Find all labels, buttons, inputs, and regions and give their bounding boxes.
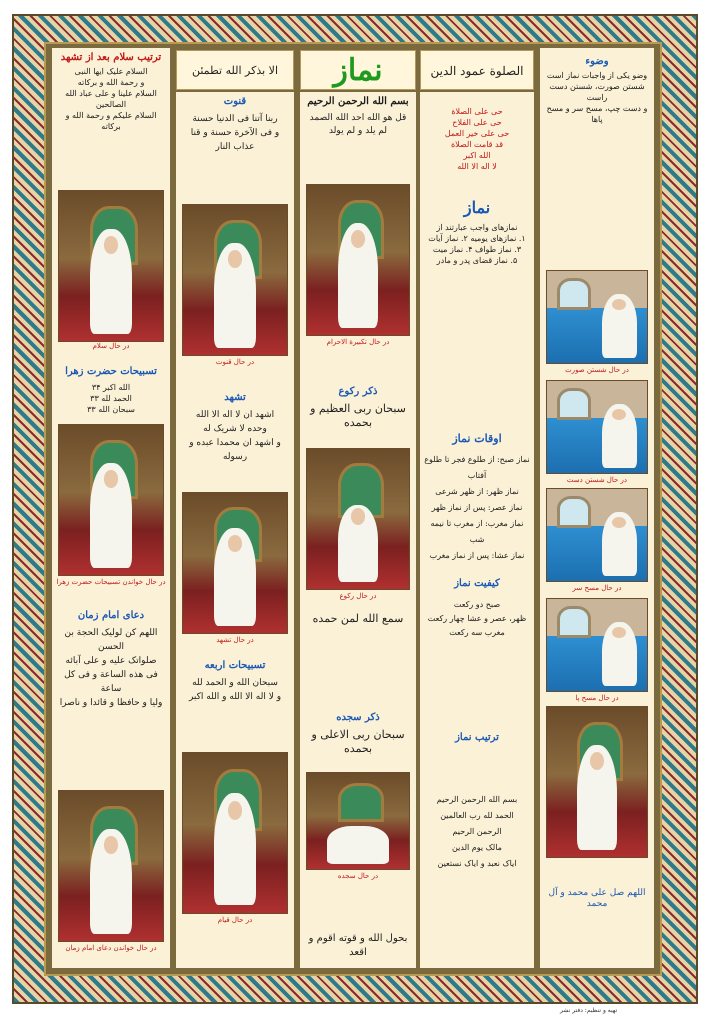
tartib-heading: ترتیب نماز <box>455 732 499 743</box>
kayfiyat-heading: کیفیت نماز <box>454 578 500 589</box>
rise-text: بحول الله و قوته اقوم و اقعد <box>308 933 408 958</box>
caption-qiyam: در حال تکبیرة الاحرام <box>326 338 390 346</box>
salam-text: السلام علیک ایها النبی و رحمة الله و برکاته السلام علینا و علی عباد الله الصالحین السلام علیکم و رحمة الله و برکاته <box>65 67 157 131</box>
caption-qiyam2: در حال قیام <box>217 916 253 924</box>
imam-heading: دعای امام زمان <box>77 610 145 621</box>
column-wudu <box>540 48 654 968</box>
photo-reading <box>546 706 648 858</box>
photo-wudu-head <box>546 488 648 582</box>
awqat-text: نماز صبح: از طلوع فجر تا طلوع آفتاب نماز ظهر: از ظهر شرعی نماز عصر: پس از نماز ظهر نماز مغرب: از مغرب تا نیمه شب نماز عشا: پس از نماز مغرب <box>424 455 530 560</box>
kayfiyat-text: صبح دو رکعت ظهر، عصر و عشا چهار رکعت مغرب سه رکعت <box>427 600 527 637</box>
imam-text: اللهم کن لولیک الحجة بن الحسن صلواتک علیه و علی آبائه فی هذه الساعة و فی کل ساعة ولیا و حافظا و قائدا و ناصرا <box>59 628 163 708</box>
tasbihat-text: سبحان الله و الحمد لله و لا اله الا الله و الله اکبر <box>188 678 282 702</box>
footer-credit: تهیه و تنظیم: دفتر نشر <box>560 1007 618 1014</box>
adhan-text: حی علی الصلاة حی علی الفلاح حی علی خیر العمل قد قامت الصلاة الله اکبر لا اله الا الله <box>444 107 510 171</box>
column-qunut <box>176 92 294 968</box>
caption-wudu-feet: در حال مسح پا <box>575 694 619 702</box>
awqat-heading: اوقات نماز <box>452 432 502 445</box>
ruku-dhikr: سبحان ربی العظیم و بحمده <box>310 402 406 429</box>
header-verse-right: الا بذكر الله تطمئن <box>176 50 294 90</box>
zahra-text: الله اکبر ۳۴ الحمد لله ۳۳ سبحان الله ۳۳ <box>87 383 135 414</box>
photo-imam <box>58 790 164 942</box>
photo-sujud <box>306 772 410 870</box>
qunut-heading: قنوت <box>223 96 247 107</box>
caption-imam: در حال خواندن دعای امام زمان <box>65 944 157 952</box>
photo-qiyam <box>306 184 410 336</box>
ikhlas-text: قل هو الله احد الله الصمد لم یلد و لم یولد <box>309 113 407 136</box>
photo-salam <box>58 190 164 342</box>
caption-wudu-arm: در حال شستن دست <box>566 476 628 484</box>
caption-ruku: در حال رکوع <box>339 592 377 600</box>
caption-wudu-head: در حال مسح سر <box>572 584 622 592</box>
sujud-heading: ذکر سجده <box>336 712 380 723</box>
photo-wudu-feet <box>546 598 648 692</box>
salawat-text: اللهم صل علی محمد و آل محمد <box>548 888 646 909</box>
sujud-dhikr: سبحان ربی الاعلی و بحمده <box>311 728 405 755</box>
tashahhud-heading: تشهد <box>224 392 246 403</box>
photo-zahra <box>58 424 164 576</box>
namaz-heading: نماز <box>463 198 491 217</box>
caption-zahra: در حال خواندن تسبیحات حضرت زهرا <box>56 578 166 586</box>
photo-wudu-face <box>546 270 648 364</box>
caption-tashahhud: در حال تشهد <box>216 636 254 644</box>
namaz-text: نمازهای واجب عبارتند از ۱. نمازهای یومیه ۲. نماز آیات ۳. نماز طواف ۴. نماز میت ۵. نماز قضای پدر و مادر <box>428 223 526 265</box>
caption-sujud: در حال سجده <box>337 872 379 880</box>
page-title: نماز <box>300 50 416 90</box>
caption-wudu-face: در حال شستن صورت <box>565 366 629 374</box>
wudu-heading: وضوء <box>585 56 609 67</box>
caption-salam: در حال سلام <box>92 342 130 350</box>
zahra-heading: تسبیحات حضرت زهرا <box>65 366 157 377</box>
qunut-text: ربنا آتنا فی الدنیا حسنة و فی الآخرة حسنة و قنا عذاب النار <box>190 114 280 152</box>
column-salam <box>52 48 170 968</box>
column-ruku <box>300 92 416 968</box>
photo-wudu-arm <box>546 380 648 474</box>
photo-qiyam2 <box>182 752 288 914</box>
column-instructions <box>420 92 534 968</box>
photo-tashahhud <box>182 492 288 634</box>
caption-qunut: در حال قنوت <box>215 358 255 366</box>
ruku-heading: ذکر رکوع <box>338 386 378 397</box>
sami-text: سمع الله لمن حمده <box>312 612 404 625</box>
fatiha-text: بسم الله الرحمن الرحیم الحمد لله رب العالمین الرحمن الرحیم مالک یوم الدین ایاک نعبد و ایاک نستعین <box>436 795 518 868</box>
basmala: بسم الله الرحمن الرحیم <box>307 96 409 107</box>
header-verse-left: الصلوة عمود الدين <box>420 50 534 90</box>
photo-ruku <box>306 448 410 590</box>
photo-qunut <box>182 204 288 356</box>
tasbihat-heading: تسبیحات اربعه <box>204 660 266 671</box>
wudu-text: وضو یکی از واجبات نماز است شستن صورت، شستن دست راست و دست چپ، مسح سر و مسح پاها <box>546 71 648 124</box>
tashahhud-text: اشهد ان لا اله الا الله وحده لا شریک له و اشهد ان محمدا عبده و رسوله <box>189 410 281 462</box>
salam-heading: ترتیب سلام بعد از تشهد <box>60 52 162 63</box>
